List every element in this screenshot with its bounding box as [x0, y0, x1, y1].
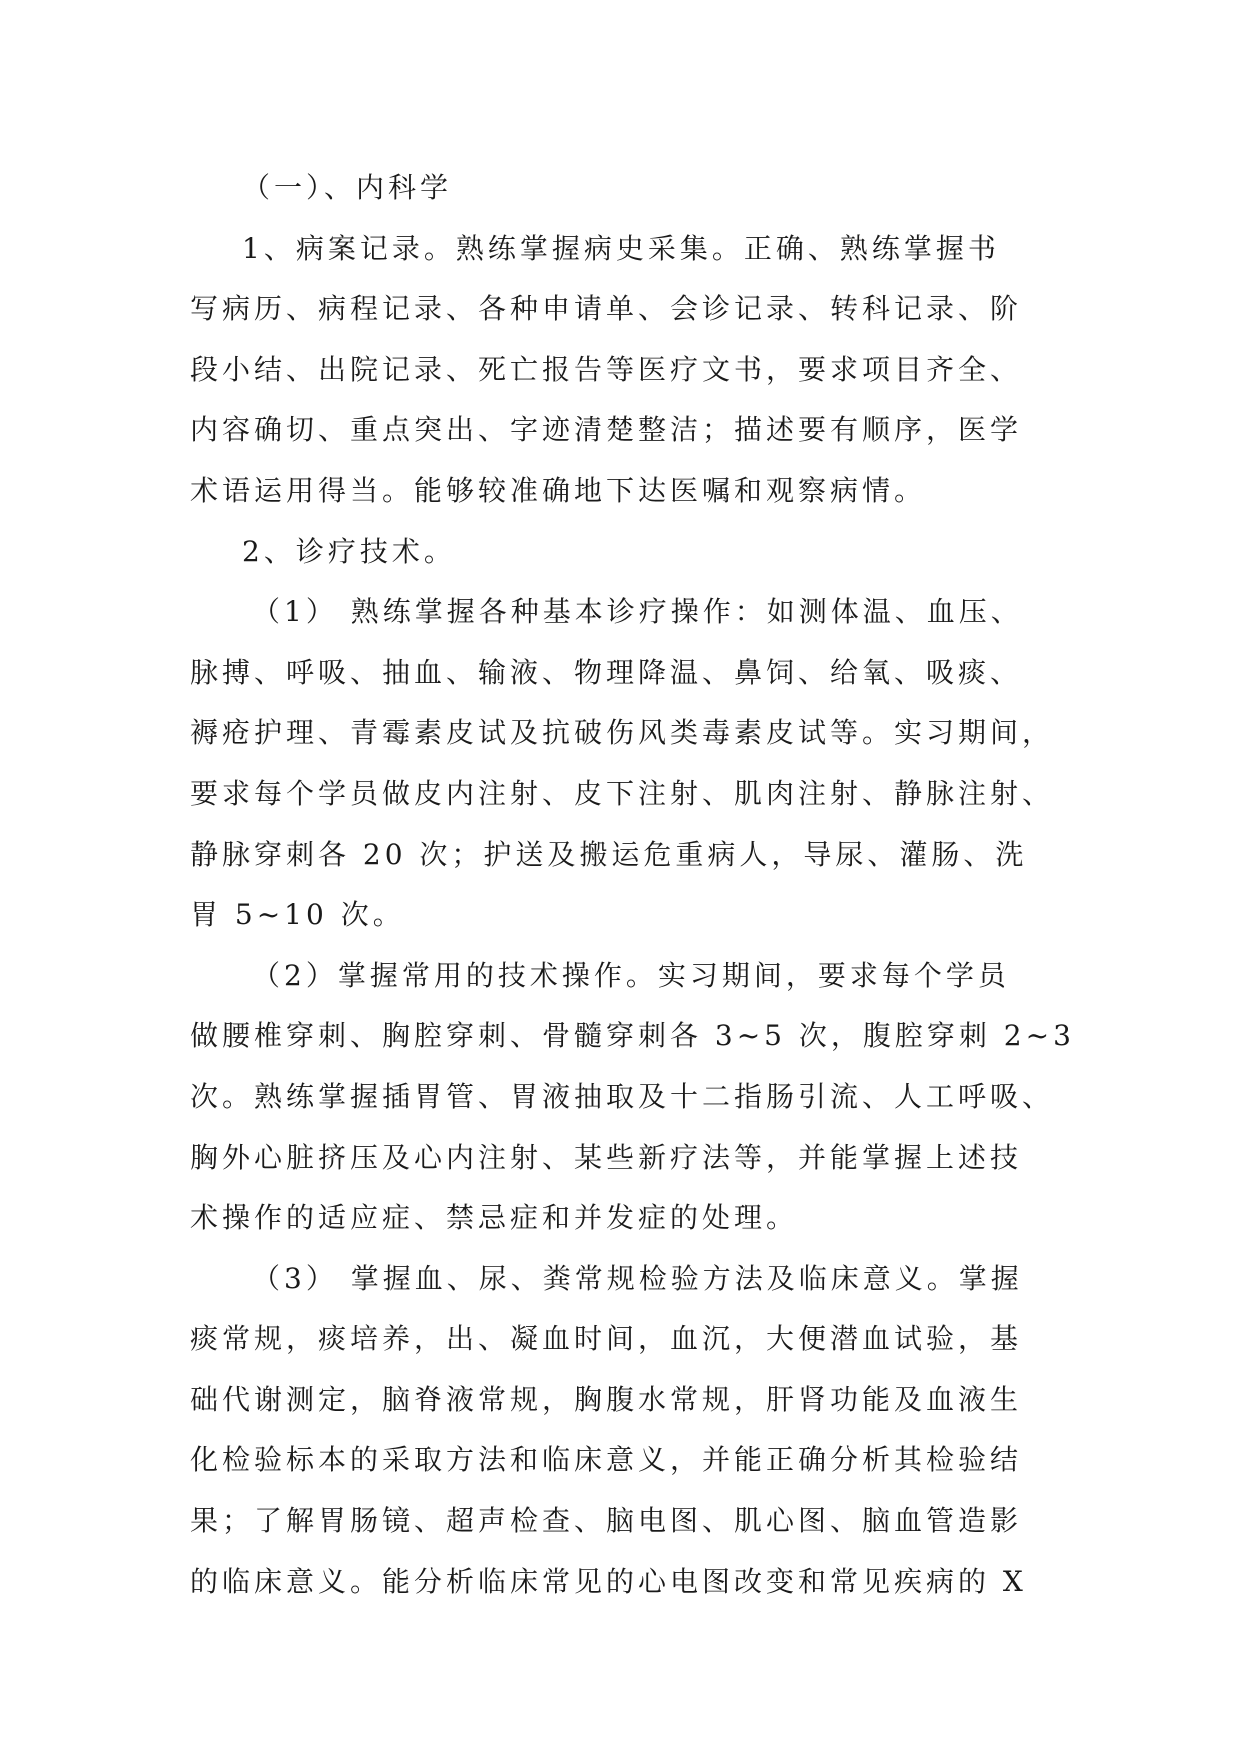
- paragraph-line: 褥疮护理、青霉素皮试及抗破伤风类毒素皮试等。实习期间，: [190, 716, 1055, 750]
- paragraph-line: （3） 掌握血、尿、粪常规检验方法及临床意义。掌握: [252, 1261, 1023, 1295]
- paragraph-line: 脉搏、呼吸、抽血、输液、物理降温、鼻饲、给氧、吸痰、: [190, 655, 1023, 689]
- paragraph-line: 础代谢测定，脑脊液常规，胸腹水常规，肝肾功能及血液生: [190, 1382, 1023, 1416]
- paragraph-line: 果；了解胃肠镜、超声检查、脑电图、肌心图、脑血管造影: [190, 1504, 1023, 1538]
- paragraph-line: 痰常规，痰培养，出、凝血时间，血沉，大便潜血试验，基: [190, 1322, 1023, 1356]
- subsection-heading: 2、诊疗技术。: [242, 534, 456, 568]
- paragraph-line: 术语运用得当。能够较准确地下达医嘱和观察病情。: [190, 473, 927, 507]
- paragraph-line: 胸外心脏挤压及心内注射、某些新疗法等，并能掌握上述技: [190, 1140, 1023, 1174]
- paragraph-line: 段小结、出院记录、死亡报告等医疗文书，要求项目齐全、: [190, 352, 1023, 386]
- paragraph-line: 胃 5~10 次。: [190, 898, 405, 932]
- paragraph-line: 要求每个学员做皮内注射、皮下注射、肌肉注射、静脉注射、: [190, 776, 1055, 810]
- paragraph-line: 写病历、病程记录、各种申请单、会诊记录、转科记录、阶: [190, 292, 1023, 326]
- document-body: [190, 158, 1075, 1612]
- paragraph-line: （2）掌握常用的技术操作。实习期间，要求每个学员: [252, 958, 1010, 992]
- paragraph-line: 化检验标本的采取方法和临床意义，并能正确分析其检验结: [190, 1443, 1023, 1477]
- paragraph-line: 做腰椎穿刺、胸腔穿刺、骨髓穿刺各 3~5 次，腹腔穿刺 2~3: [190, 1019, 1075, 1053]
- paragraph-line: （1） 熟练掌握各种基本诊疗操作：如测体温、血压、: [252, 595, 1023, 629]
- section-heading: （一）、内科学: [242, 171, 453, 204]
- paragraph-line: 术操作的适应症、禁忌症和并发症的处理。: [190, 1201, 799, 1235]
- paragraph-line: 次。熟练掌握插胃管、胃液抽取及十二指肠引流、人工呼吸、: [190, 1079, 1055, 1113]
- paragraph-line: 内容确切、重点突出、字迹清楚整洁；描述要有顺序，医学: [190, 413, 1023, 447]
- paragraph-line: 静脉穿刺各 20 次；护送及搬运危重病人，导尿、灌肠、洗: [190, 837, 1028, 871]
- paragraph-line: 的临床意义。能分析临床常见的心电图改变和常见疾病的 X: [190, 1564, 1027, 1598]
- paragraph-line: 1、病案记录。熟练掌握病史采集。正确、熟练掌握书: [242, 231, 1000, 265]
